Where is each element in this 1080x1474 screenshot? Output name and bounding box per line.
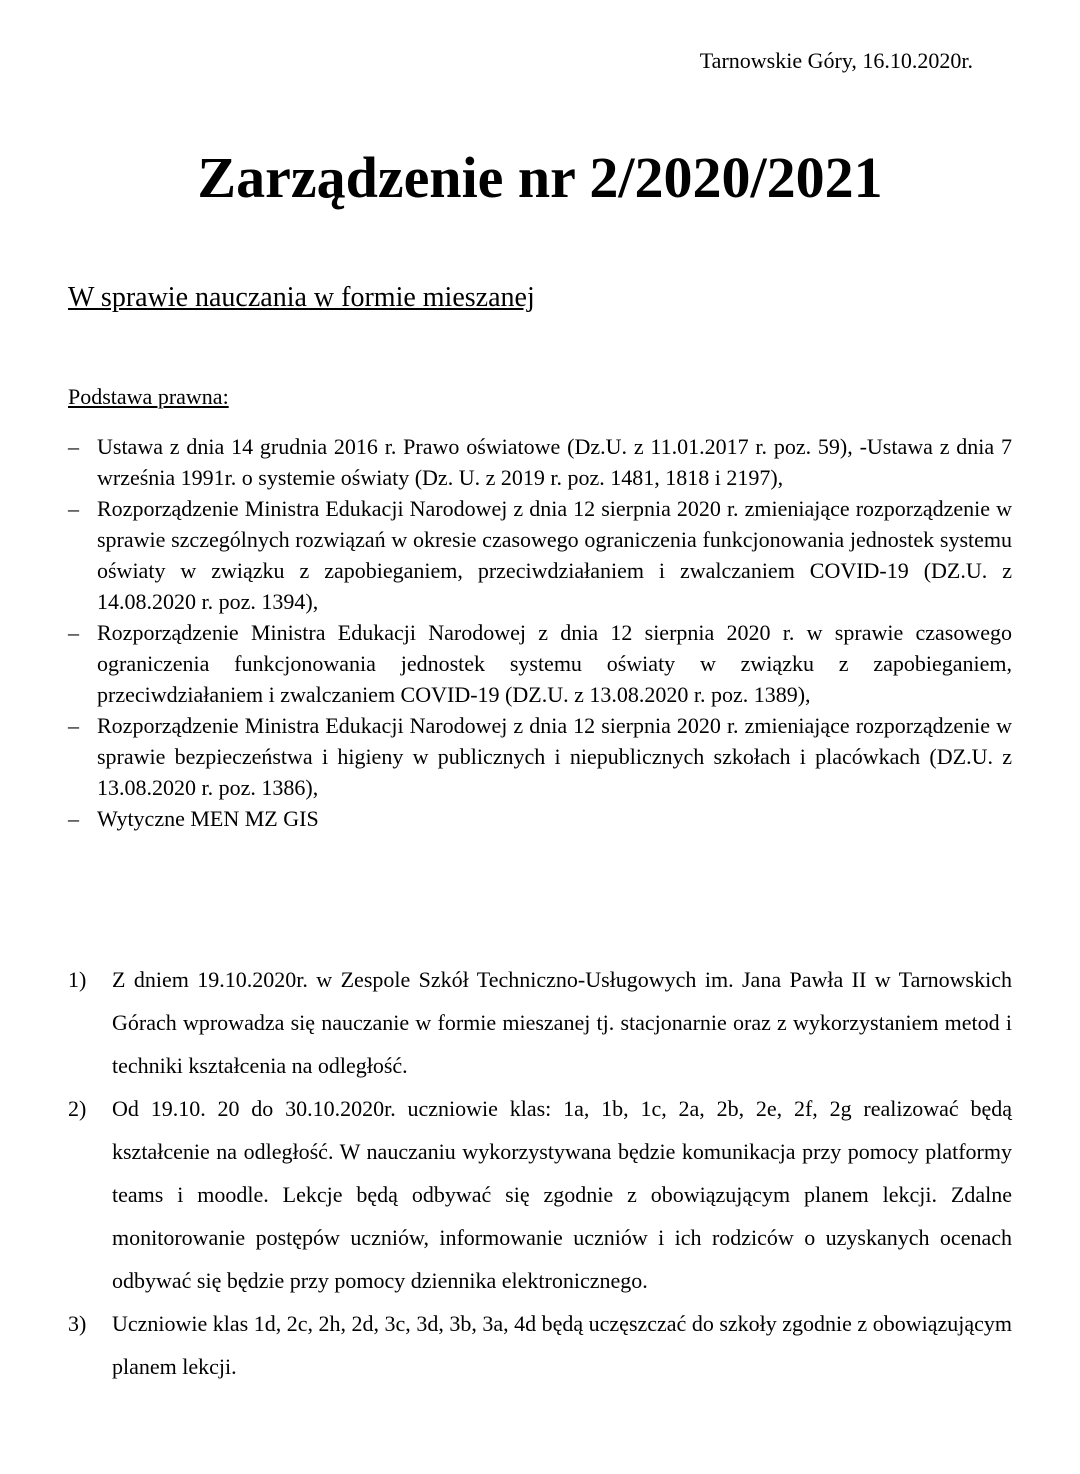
legal-basis-item [68, 617, 1012, 710]
legal-basis-item-text: Rozporządzenie Ministra Edukacji Narodowej z dnia 12 sierpnia 2020 r. zmieniające rozporządzenie w sprawie bezpieczeństwa i higieny w publicznych i niepublicznych szkołach i placówkach (DZ.U. z 13.08.2020 r. poz. 1386), [97, 713, 1012, 800]
legal-basis-item-text: Wytyczne MEN MZ GIS [97, 806, 319, 831]
legal-basis-item-text: Ustawa z dnia 14 grudnia 2016 r. Prawo oświatowe (Dz.U. z 11.01.2017 r. poz. 59), -Ustawa z dnia 7 września 1991r. o systemie oświaty (Dz. U. z 2019 r. poz. 1481, 1818 i 2197), [97, 434, 1012, 490]
legal-basis-item [68, 710, 1012, 803]
legal-basis-item [68, 493, 1012, 617]
dash-bullet: – [68, 806, 79, 831]
provision-item [68, 1302, 1012, 1388]
provision-text: Z dniem 19.10.2020r. w Zespole Szkół Techniczno-Usługowych im. Jana Pawła II w Tarnowskich Górach wprowadza się nauczanie w formie mieszanej tj. stacjonarnie oraz z wykorzystaniem metod i techniki kształcenia na odległość. [112, 967, 1012, 1078]
provisions-list [68, 958, 1012, 1388]
provision-number: 1) [68, 967, 87, 992]
provision-number: 3) [68, 1311, 87, 1336]
place-date: Tarnowskie Góry, 16.10.2020r. [699, 48, 973, 73]
provision-item [68, 1087, 1012, 1302]
provision-number: 2) [68, 1096, 87, 1121]
document-title: Zarządzenie nr 2/2020/2021 [197, 145, 883, 210]
legal-basis-list [68, 431, 1012, 834]
provision-item [68, 958, 1012, 1087]
dash-bullet: – [68, 713, 79, 738]
provision-text: Od 19.10. 20 do 30.10.2020r. uczniowie klas: 1a, 1b, 1c, 2a, 2b, 2e, 2f, 2g realizować będą kształcenie na odległość. W nauczaniu wykorzystywana będzie komunikacja przy pomocy platformy teams i moodle. Lekcje będą odbywać się zgodnie z obowiązującym planem lekcji. Zdalne monitorowanie postępów uczniów, informowanie uczniów i ich rodziców o uzyskanych ocenach odbywać się będzie przy pomocy dziennika elektronicznego. [112, 1096, 1012, 1293]
legal-basis-item [68, 803, 1012, 834]
legal-basis-label: Podstawa prawna: [68, 384, 229, 409]
dash-bullet: – [68, 434, 79, 459]
legal-basis-item [68, 431, 1012, 493]
dash-bullet: – [68, 496, 79, 521]
dash-bullet: – [68, 620, 79, 645]
legal-basis-item-text: Rozporządzenie Ministra Edukacji Narodowej z dnia 12 sierpnia 2020 r. zmieniające rozporządzenie w sprawie szczególnych rozwiązań w okresie czasowego ograniczenia funkcjonowania jednostek systemu oświaty w związku z zapobieganiem, przeciwdziałaniem i zwalczaniem COVID-19 (DZ.U. z 14.08.2020 r. poz. 1394), [97, 496, 1012, 614]
document-subject: W sprawie nauczania w formie mieszanej [68, 282, 535, 313]
legal-basis-item-text: Rozporządzenie Ministra Edukacji Narodowej z dnia 12 sierpnia 2020 r. w sprawie czasowego ograniczenia funkcjonowania jednostek systemu oświaty w związku z zapobieganiem, przeciwdziałaniem i zwalczaniem COVID-19 (DZ.U. z 13.08.2020 r. poz. 1389), [97, 620, 1012, 707]
provision-text: Uczniowie klas 1d, 2c, 2h, 2d, 3c, 3d, 3b, 3a, 4d będą uczęszczać do szkoły zgodnie z obowiązującym planem lekcji. [112, 1311, 1012, 1379]
